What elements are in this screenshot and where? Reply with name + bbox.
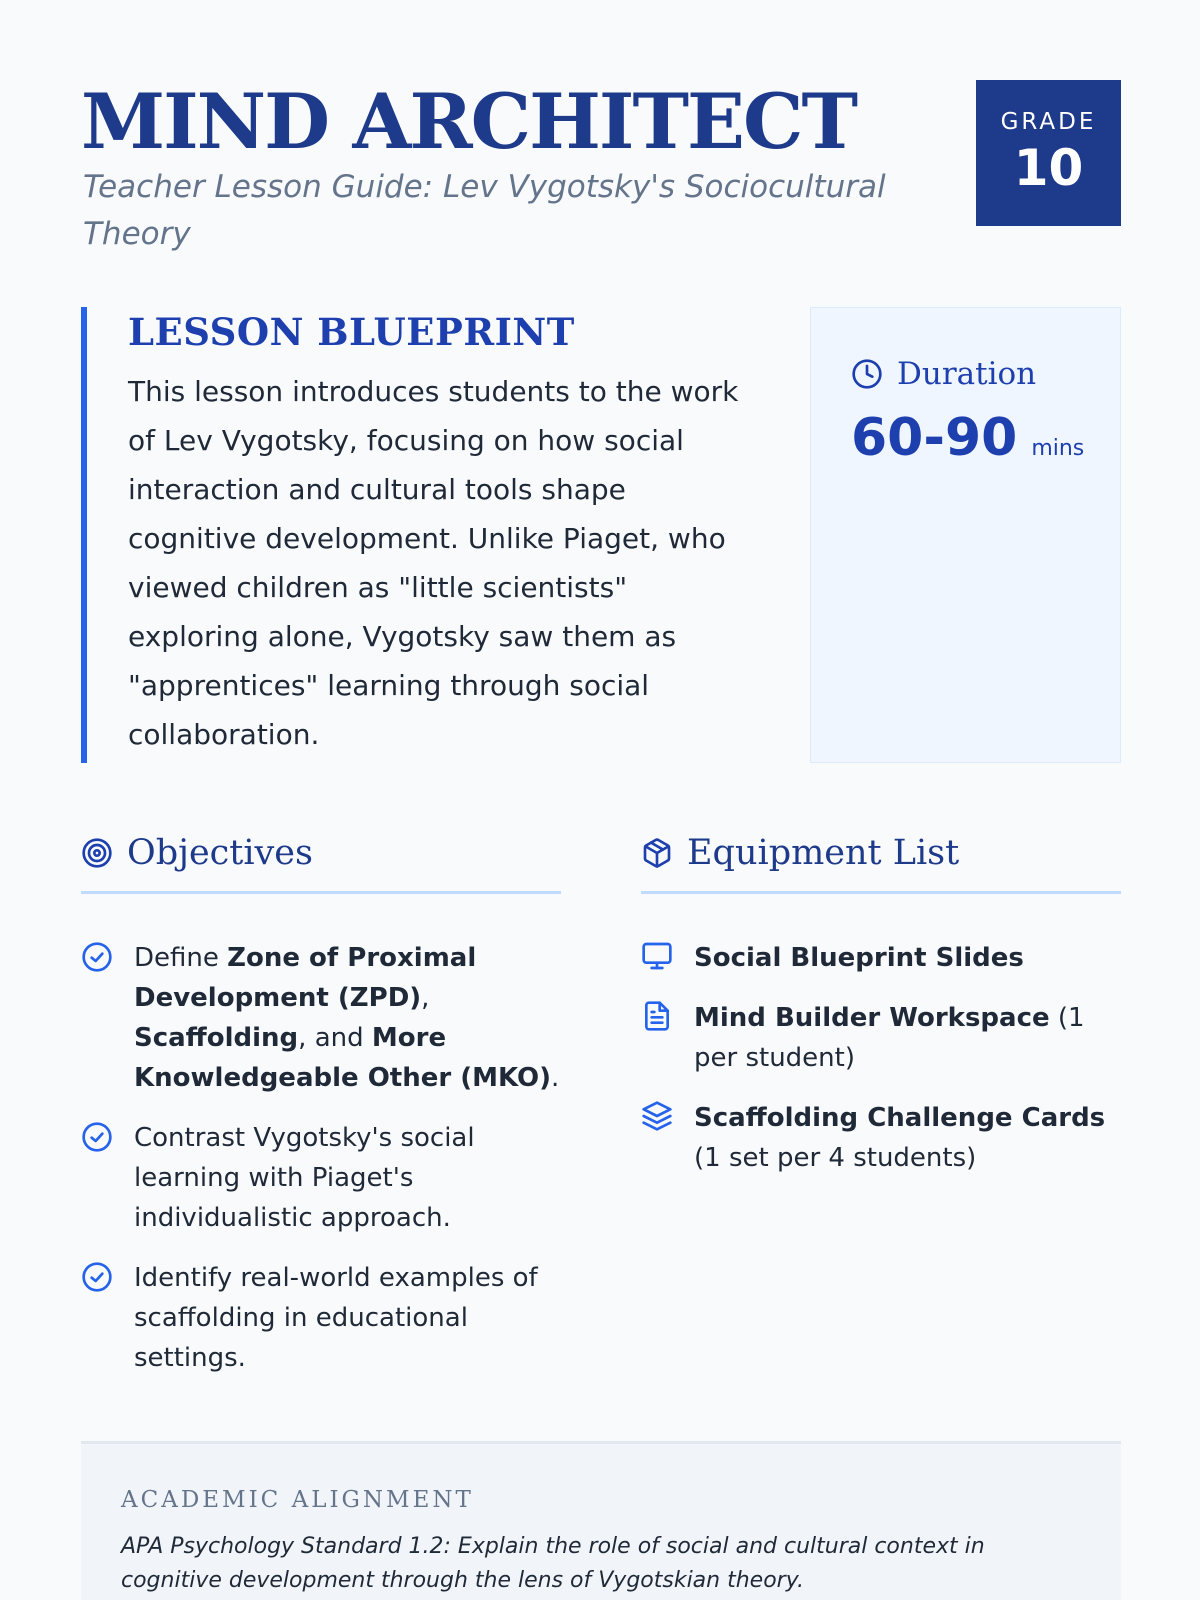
blueprint-title: LESSON BLUEPRINT [128, 310, 575, 354]
document-icon [641, 1000, 673, 1032]
objective-text [134, 938, 561, 1098]
objective-term: Scaffolding [134, 1023, 299, 1053]
duration-unit: mins [1031, 436, 1085, 461]
equipment-list [641, 938, 1121, 1178]
package-icon [641, 837, 673, 869]
target-icon [81, 837, 113, 869]
equipment-text [694, 938, 1121, 978]
duration-value-row [851, 408, 1120, 468]
equipment-detail: (1 set per 4 students) [694, 1143, 977, 1173]
grade-label: GRADE [1000, 109, 1097, 135]
equipment-item [641, 1098, 1121, 1178]
lesson-blueprint [81, 307, 781, 763]
duration-card [810, 307, 1121, 763]
equipment-item [641, 998, 1121, 1078]
duration-label: Duration [897, 356, 1037, 392]
equipment-text [694, 1098, 1121, 1178]
check-circle-icon [81, 941, 113, 973]
objective-text-part: Contrast Vygotsky's social learning with Piaget's individualistic approach. [134, 1123, 475, 1233]
blueprint-text: This lesson introduces students to the work of Lev Vygotsky, focusing on how social interaction and cultural tools shape cognitive development. Unlike Piaget, who viewed children as "little scientists" exploring alone, Vygotsky saw them as "apprentices" learning through social collaboration. [128, 375, 739, 751]
objective-text-part: , and [298, 1023, 372, 1053]
check-circle-icon [81, 1121, 113, 1153]
objective-text [134, 1258, 561, 1378]
equipment-name: Social Blueprint Slides [694, 943, 1024, 973]
objective-text-part: , [421, 983, 430, 1013]
equipment-title: Equipment List [687, 832, 960, 873]
header [81, 77, 1121, 260]
check-circle-icon [81, 1261, 113, 1293]
equipment-item [641, 938, 1121, 978]
lesson-guide-page [81, 0, 1121, 1600]
objective-text [134, 1118, 561, 1238]
objectives-title: Objectives [127, 832, 313, 873]
clock-icon [851, 358, 883, 390]
monitor-icon [641, 940, 673, 972]
objectives-section [81, 830, 561, 1398]
page-title: MIND ARCHITECT [81, 77, 857, 166]
alignment-text: APA Psychology Standard 1.2: Explain the role of social and cultural context in cognitive development through the lens of Vygotskian theory. [121, 1534, 985, 1593]
layers-icon [641, 1100, 673, 1132]
grade-badge [976, 80, 1121, 226]
objective-text-part: Identify real-world examples of scaffolding in educational settings. [134, 1263, 538, 1373]
duration-header [851, 354, 1120, 394]
objectives-header [81, 830, 561, 894]
equipment-text [694, 998, 1121, 1078]
objective-text-part: . [550, 1063, 560, 1093]
equipment-section [641, 830, 1121, 1198]
academic-alignment [81, 1441, 1121, 1600]
objectives-list [81, 938, 561, 1378]
grade-value: 10 [1013, 139, 1084, 197]
objective-text-part: Define [134, 943, 228, 973]
objective-term: Zone of Proximal Development (ZPD) [134, 943, 477, 1013]
objective-item [81, 1258, 561, 1378]
equipment-name: Scaffolding Challenge Cards [694, 1103, 1106, 1133]
equipment-header [641, 830, 1121, 894]
objective-item [81, 1118, 561, 1238]
objective-term: More Knowledgeable Other (MKO) [134, 1023, 551, 1093]
equipment-detail: (1 per student) [694, 1003, 1085, 1073]
duration-value: 60-90 [851, 408, 1018, 468]
page-subtitle: Teacher Lesson Guide: Lev Vygotsky's Sociocultural Theory [83, 169, 886, 252]
objective-item [81, 938, 561, 1098]
alignment-title: ACADEMIC ALIGNMENT [121, 1487, 474, 1513]
equipment-name: Mind Builder Workspace [694, 1003, 1050, 1033]
